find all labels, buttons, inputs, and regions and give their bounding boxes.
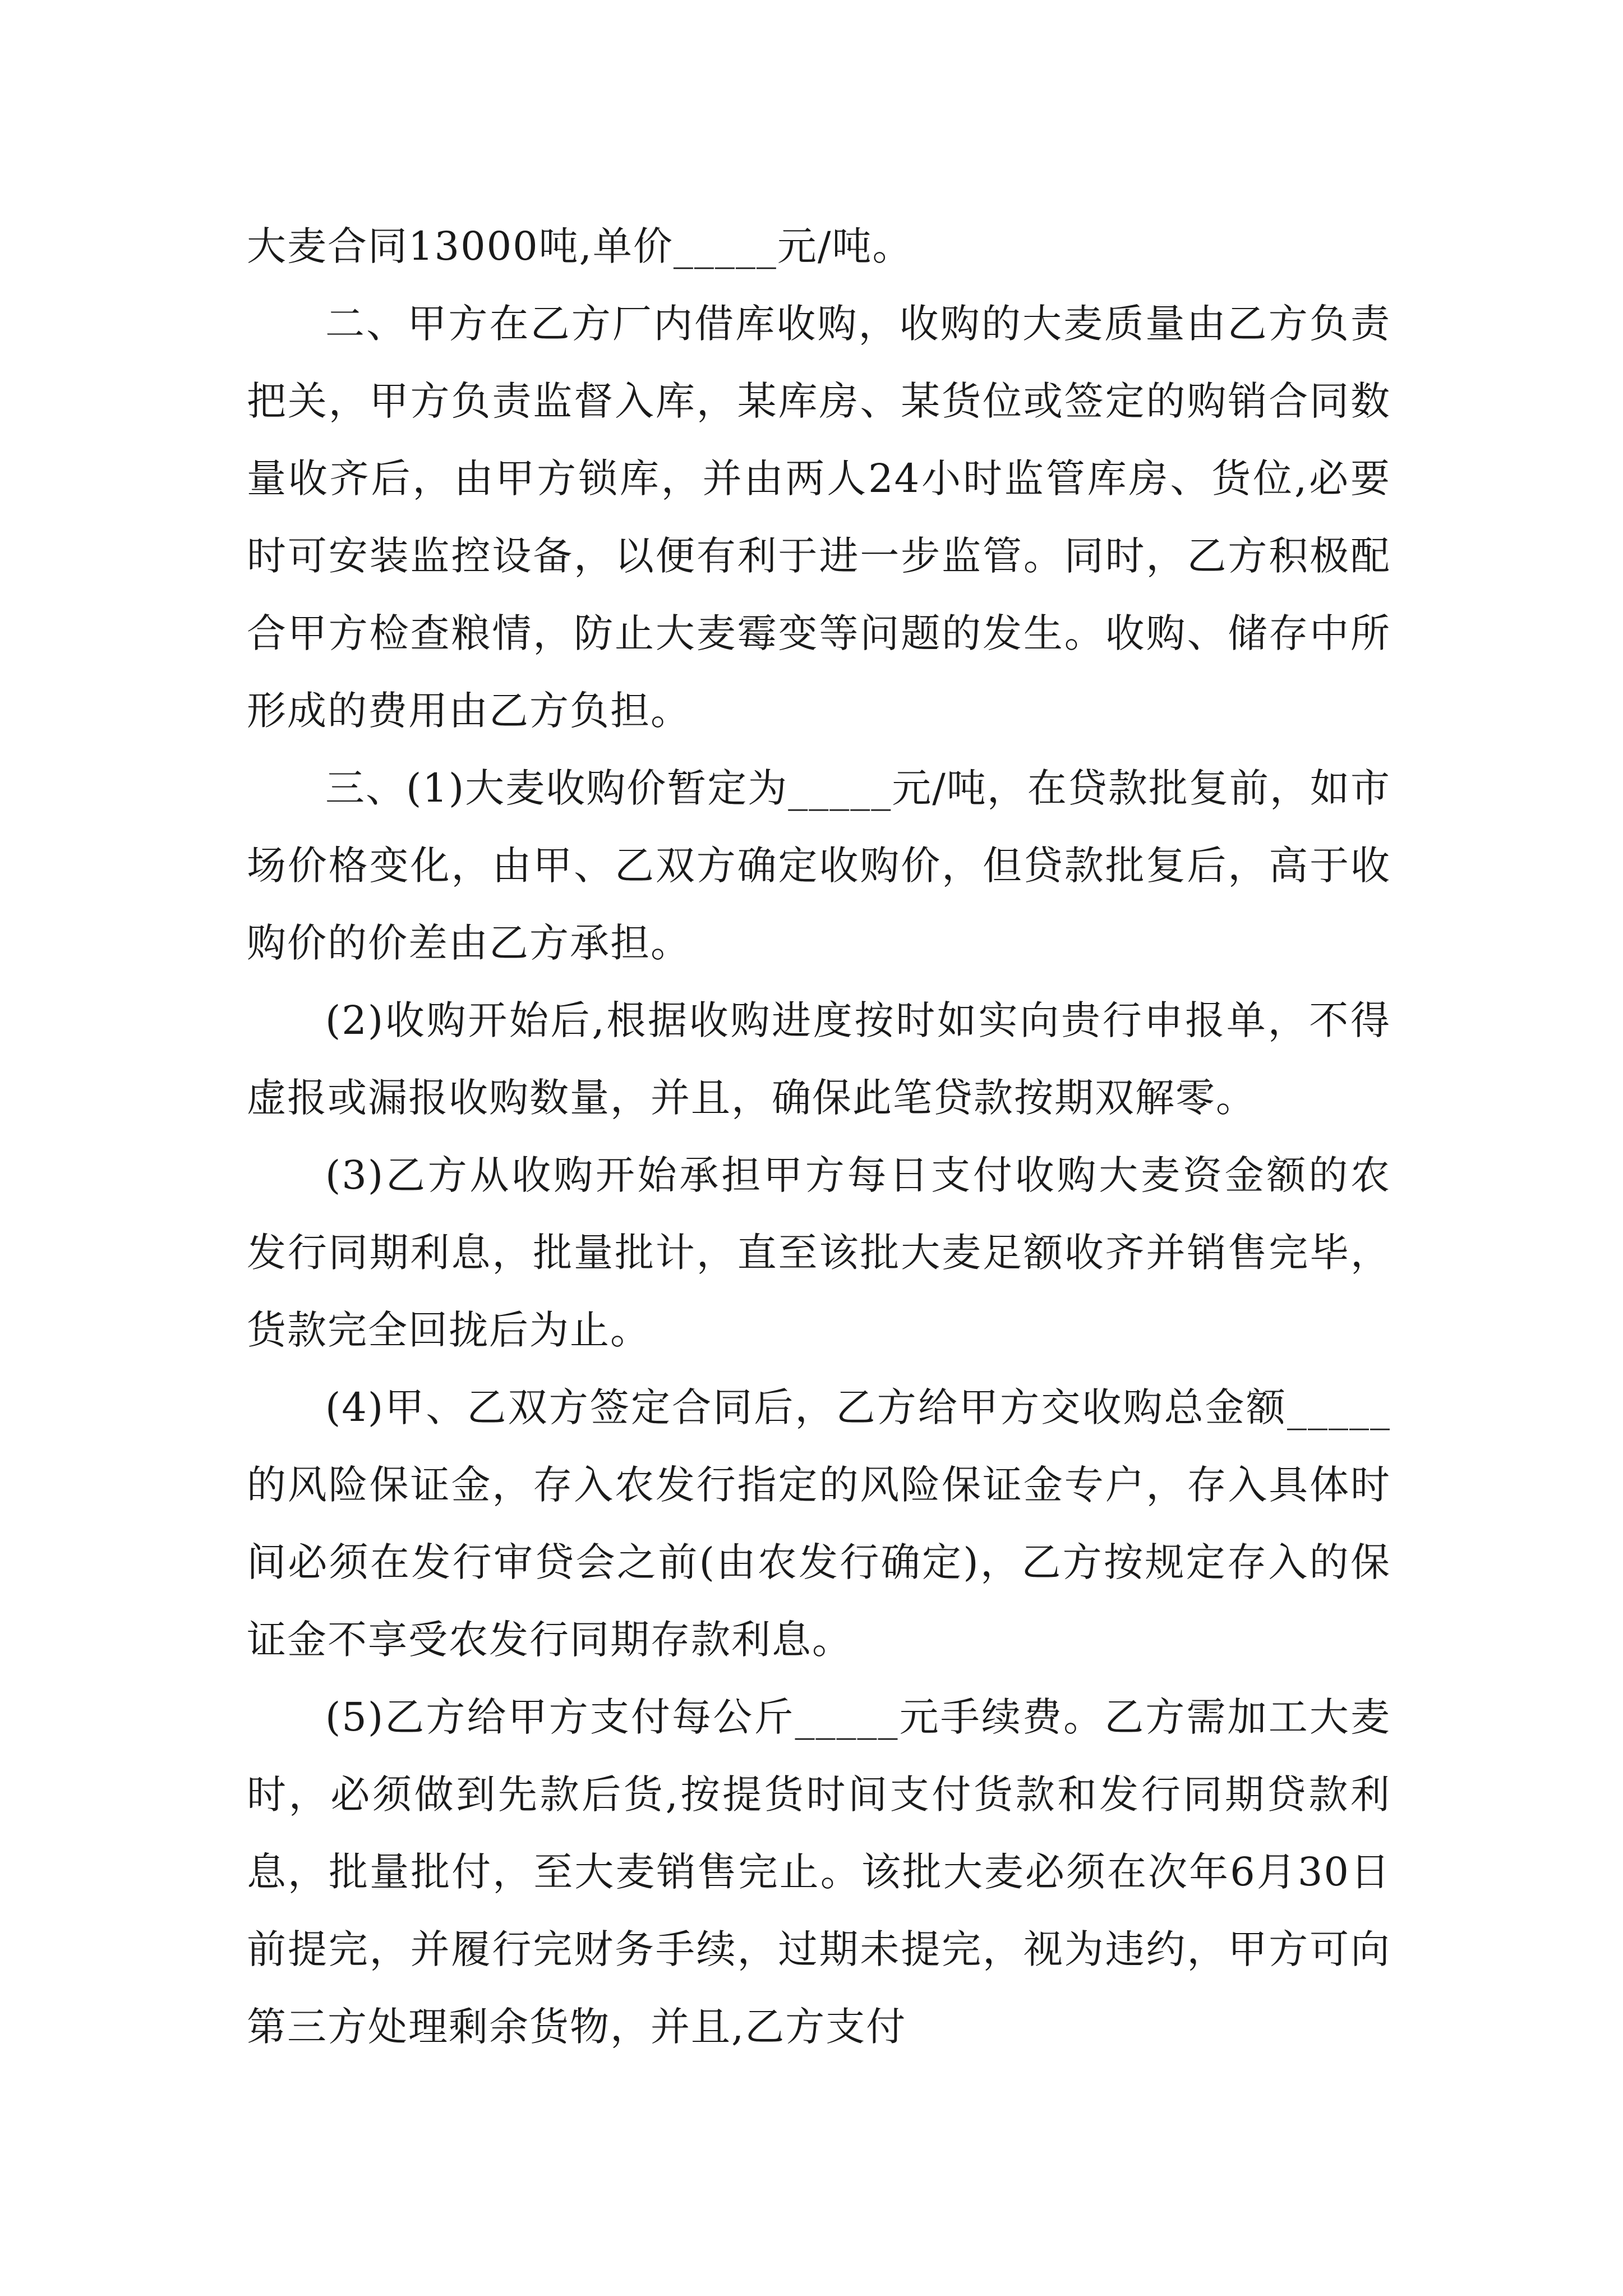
paragraph-clause-3-1: 三、(1)大麦收购价暂定为_____元/吨，在贷款批复前，如市场价格变化，由甲、乙双方确定收购价，但贷款批复后，高于收购价的价差由乙方承担。	[247, 765, 1391, 966]
paragraph-clause-3-4: (4)甲、乙双方签定合同后，乙方给甲方交收购总金额_____的风险保证金，存入农发行指定的风险保证金专户，存入具体时间必须在发行审贷会之前(由农发行确定)，乙方按规定存入的保证金不享受农发行同期存款利息。	[247, 1384, 1391, 1663]
paragraph-clause-3-3: (3)乙方从收购开始承担甲方每日支付收购大麦资金额的农发行同期利息，批量批计，直至该批大麦足额收齐并销售完毕，货款完全回拢后为止。	[247, 1152, 1391, 1353]
paragraph-continuation: 大麦合同13000吨,单价_____元/吨。	[247, 223, 913, 269]
paragraph-clause-2: 二、甲方在乙方厂内借库收购，收购的大麦质量由乙方负责把关，甲方负责监督入库，某库房、某货位或签定的购销合同数量收齐后，由甲方锁库，并由两人24小时监管库房、货位,必要时可安装监控设备，以便有利于进一步监管。同时，乙方积极配合甲方检查粮情，防止大麦霉变等问题的发生。收购、储存中所形成的费用由乙方负担。	[247, 301, 1391, 734]
document-body	[247, 208, 1391, 2065]
paragraph-clause-3-2: (2)收购开始后,根据收购进度按时如实向贵行申报单，不得虚报或漏报收购数量，并且，确保此笔贷款按期双解零。	[247, 997, 1391, 1121]
paragraph-clause-3-5: (5)乙方给甲方支付每公斤_____元手续费。乙方需加工大麦时，必须做到先款后货,按提货时间支付货款和发行同期贷款利息，批量批付，至大麦销售完止。该批大麦必须在次年6月30日前提完，并履行完财务手续，过期未提完，视为违约，甲方可向第三方处理剩余货物，并且,乙方支付	[247, 1694, 1391, 2050]
